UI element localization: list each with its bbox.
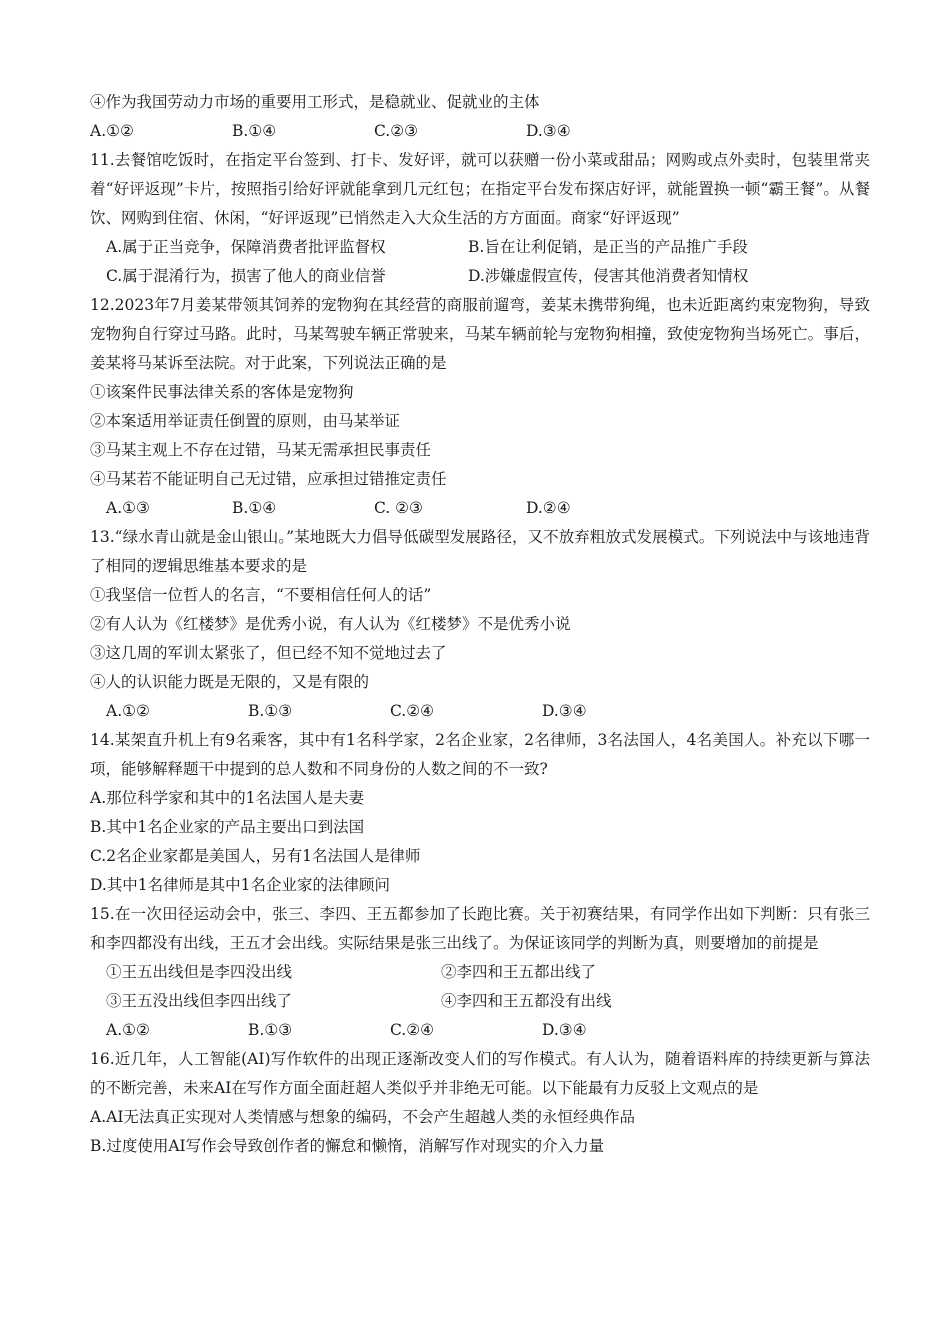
q14-option-d[interactable]: D.其中1名律师是其中1名企业家的法律顾问 [90, 876, 391, 894]
q11-option-b[interactable]: B.旨在让利促销，是正当的产品推广手段 [468, 238, 748, 256]
q10-statement-4: ④作为我国劳动力市场的重要用工形式，是稳就业、促就业的主体 [90, 93, 540, 111]
q15-statement-3: ③王五没出线但李四出线了 [106, 992, 293, 1010]
q12-option-c[interactable]: C. ②③ [374, 499, 423, 517]
q11-options-row-1 [90, 233, 870, 262]
q14-option-c[interactable]: C.2名企业家都是美国人，另有1名法国人是律师 [90, 847, 421, 865]
q13-stem: 13.“绿水青山就是金山银山。”某地既大力倡导低碳型发展路径，又不放弃粗放式发展模式。下列说法中与该地违背了相同的逻辑思维基本要求的是 [90, 528, 870, 575]
q13-statement-3: ③这几周的军训太紧张了，但已经不知不觉地过去了 [90, 644, 447, 662]
q12-statement-1: ①该案件民事法律关系的客体是宠物狗 [90, 383, 354, 401]
q16-option-b[interactable]: B.过度使用AI写作会导致创作者的懈怠和懒惰，消解写作对现实的介入力量 [90, 1137, 605, 1155]
q15-statement-4: ④李四和王五都没有出线 [441, 992, 612, 1010]
q14-stem: 14.某架直升机上有9名乘客，其中有1名科学家，2名企业家，2名律师，3名法国人，4名美国人。补充以下哪一项，能够解释题干中提到的总人数和不同身份的人数之间的不一致? [90, 731, 870, 778]
q15-option-b[interactable]: B.①③ [248, 1021, 293, 1039]
q15-stem: 15.在一次田径运动会中，张三、李四、王五都参加了长跑比赛。关于初赛结果，有同学作出如下判断：只有张三和李四都没有出线，王五才会出线。实际结果是张三出线了。为保证该同学的判断为真，则要增加的前提是 [90, 905, 870, 952]
q15-statements-row-2 [90, 987, 870, 1016]
q15-option-a[interactable]: A.①② [106, 1021, 150, 1039]
q14-option-a[interactable]: A.那位科学家和其中的1名法国人是夫妻 [90, 789, 364, 807]
q10-options [90, 117, 870, 146]
q13-options [90, 697, 870, 726]
q13-statement-4: ④人的认识能力既是无限的，又是有限的 [90, 673, 370, 691]
q10-option-b[interactable]: B.①④ [232, 122, 277, 140]
q12-option-b[interactable]: B.①④ [232, 499, 277, 517]
q15-statements-row-1 [90, 958, 870, 987]
q14-option-b[interactable]: B.其中1名企业家的产品主要出口到法国 [90, 818, 365, 836]
q12-option-d[interactable]: D.②④ [526, 499, 571, 517]
q13-option-a[interactable]: A.①② [106, 702, 150, 720]
q12-option-a[interactable]: A.①③ [106, 499, 150, 517]
q13-option-c[interactable]: C.②④ [390, 702, 435, 720]
exam-page [90, 88, 870, 1161]
q13-option-d[interactable]: D.③④ [542, 702, 587, 720]
q15-option-c[interactable]: C.②④ [390, 1021, 435, 1039]
q12-statement-4: ④马某若不能证明自己无过错，应承担过错推定责任 [90, 470, 447, 488]
q10-option-c[interactable]: C.②③ [374, 122, 419, 140]
q10-option-d[interactable]: D.③④ [526, 122, 571, 140]
q12-statement-3: ③马某主观上不存在过错，马某无需承担民事责任 [90, 441, 432, 459]
q13-statement-1: ①我坚信一位哲人的名言，“不要相信任何人的话” [90, 586, 432, 604]
q15-statement-2: ②李四和王五都出线了 [441, 963, 597, 981]
q12-stem: 12.2023年7月姜某带领其饲养的宠物狗在其经营的商服前遛弯，姜某未携带狗绳，也未近距离约束宠物狗，导致宠物狗自行穿过马路。此时，马某驾驶车辆正常驶来，马某车辆前轮与宠物狗相撞，致使宠物狗当场死亡。事后，姜某将马某诉至法院。对于此案，下列说法正确的是 [90, 296, 870, 372]
q13-statement-2: ②有人认为《红楼梦》是优秀小说，有人认为《红楼梦》不是优秀小说 [90, 615, 571, 633]
q11-stem: 11.去餐馆吃饭时，在指定平台签到、打卡、发好评，就可以获赠一份小菜或甜品；网购或点外卖时，包装里常夹着“好评返现”卡片，按照指引给好评就能拿到几元红包；在指定平台发布探店好评，就能置换一顿“霸王餐”。从餐饮、网购到住宿、休闲，“好评返现”已悄然走入大众生活的方方面面。商家“好评返现” [90, 151, 870, 227]
q11-option-a[interactable]: A.属于正当竞争，保障消费者批评监督权 [106, 238, 386, 256]
q10-option-a[interactable]: A.①② [90, 122, 134, 140]
q15-option-d[interactable]: D.③④ [542, 1021, 587, 1039]
q12-options [90, 494, 870, 523]
q15-statement-1: ①王五出线但是李四没出线 [106, 963, 293, 981]
q16-stem: 16.近几年，人工智能(AI)写作软件的出现正逐渐改变人们的写作模式。有人认为，随着语料库的持续更新与算法的不断完善，未来AI在写作方面全面赶超人类似乎并非绝无可能。以下能最有力反驳上文观点的是 [90, 1050, 870, 1097]
q13-option-b[interactable]: B.①③ [248, 702, 293, 720]
q11-option-c[interactable]: C.属于混淆行为，损害了他人的商业信誉 [106, 267, 386, 285]
q16-option-a[interactable]: A.AI无法真正实现对人类情感与想象的编码，不会产生超越人类的永恒经典作品 [90, 1108, 635, 1126]
q15-options [90, 1016, 870, 1045]
q11-options-row-2 [90, 262, 870, 291]
q11-option-d[interactable]: D.涉嫌虚假宣传，侵害其他消费者知情权 [468, 267, 749, 285]
q12-statement-2: ②本案适用举证责任倒置的原则，由马某举证 [90, 412, 401, 430]
